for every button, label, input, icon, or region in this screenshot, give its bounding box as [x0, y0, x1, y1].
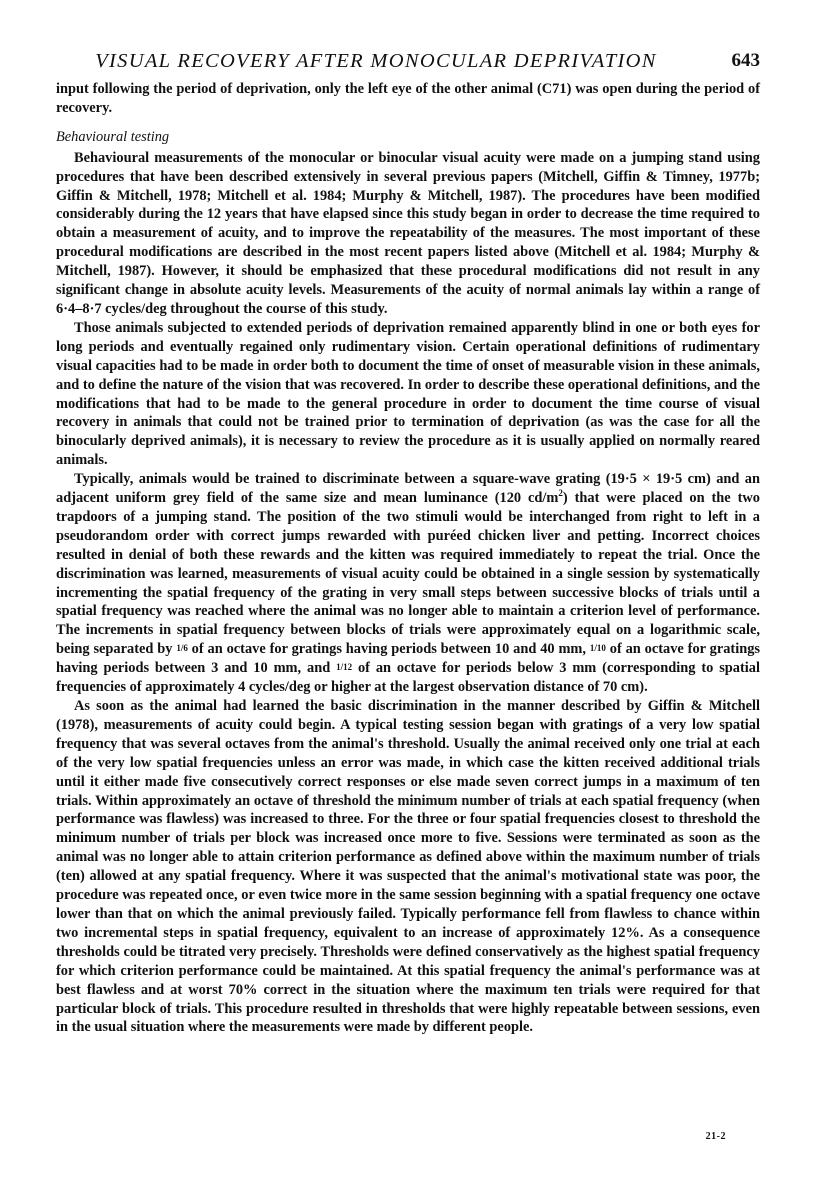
- fraction-one-twelfth: 1/12: [336, 662, 353, 673]
- journal-page: [56, 44, 760, 1037]
- fraction-one-sixth: 1/6: [176, 643, 188, 654]
- fraction-one-tenth: 1/10: [589, 643, 606, 654]
- paragraph-text-segment: Typically, animals would be trained to discriminate between a square-wave grating (19·5 × 19·5 cm) and an adjacent uniform grey field of the same size and mean luminance (120 cd/m: [56, 471, 760, 507]
- page-number: 643: [731, 50, 760, 71]
- paragraph-testing-session: As soon as the animal had learned the basic discrimination in the manner described by Giffin & Mitchell (1978), measurements of acuity could begin. A typical testing session began with gratings of a very low spatial frequency that was several octaves from the animal's threshold. Usually the animal received only one trial at each of the very low spatial frequencies unless an error was made, in which case the kitten received additional trials until it either made five consecutively correct responses or else made seven correct jumps in a maximum of ten trials. Within approximately an octave of threshold the minimum number of trials at each spatial frequency (when performance was flawless) was increased to three. For the three or four spatial frequencies closest to threshold the minimum number of trials per block was increased once more to five. Sessions were terminated as soon as the animal was no longer able to attain criterion performance as defined above within the maximum number of trials (ten) allowed at any spatial frequency. Where it was suspected that the animal's motivational state was poor, the procedure was repeated once, or even twice more in the same session beginning with a spatial frequency one octave lower than that on which the animal previously failed. Typically performance fell from flawless to chance within two incremental steps in spatial frequency, equivalent to an increase of approximately 12%. As a consequence thresholds could be titrated very precisely. Thresholds were defined conservatively as the highest spatial frequency for which criterion performance could be maintained. At this spatial frequency the animal's performance was at best flawless and at worst 70% correct in the situation where the maximum ten trials were required for that particular block of trials. This procedure resulted in thresholds that were highly repeatable between sessions, even in the usual situation where the measurements were made by different people.: [56, 698, 760, 1036]
- paragraph-text-segment: of an octave for gratings having periods between 3 and 10 mm, and: [56, 641, 760, 677]
- article-body: [56, 80, 760, 1037]
- running-head: VISUAL RECOVERY AFTER MONOCULAR DEPRIVATION: [95, 50, 657, 72]
- section-heading: Behavioural testing: [56, 128, 170, 145]
- signature-mark: 21-2: [705, 1131, 726, 1142]
- paragraph-deprivation: Those animals subjected to extended periods of deprivation remained apparently blind in one or both eyes for long periods and eventually regained only rudimentary vision. Certain operational definitions of rudimentary visual capacities had to be made in order both to document the time of onset of measurable vision in these animals, and to define the nature of the vision that was recovered. In order to describe these operational definitions, and the modifications that had to be made to the general procedure in order to document the time course of visual recovery in animals that could not be trained prior to termination of deprivation (as was the case for all the binocularly deprived animals), it is necessary to review the procedure as it is usually applied on normally reared animals.: [56, 319, 760, 469]
- paragraph-text-segment: ) that were placed on the two trapdoors of a jumping stand. The position of the two stimuli would be interchanged from right to left in a pseudorandom order with correct jumps rewarded with puréed chicken liver and petting. Incorrect choices resulted in denial of both these rewards and the kitten was required immediately to repeat the trial. Once the discrimination was learned, measurements of visual acuity could be obtained in a single session by systematically incrementing the spatial frequency of the grating in very small steps between successive blocks of trials until a spatial frequency was reached where the animal was no longer able to maintain a criterion level of performance. The increments in spatial frequency between blocks of trials were approximately equal on a logarithmic scale, being separated by: [56, 490, 760, 658]
- page-header: [56, 44, 760, 80]
- paragraph-text-segment: of an octave for periods below 3 mm (corresponding to spatial frequencies of approximately 4 cycles/deg or higher at the largest observation distance of 70 cm).: [56, 660, 760, 696]
- paragraph-continuation: input following the period of deprivation, only the left eye of the other animal (C71) was open during the period of recovery.: [56, 81, 760, 116]
- superscript-exponent: 2: [558, 488, 563, 499]
- paragraph-training-procedure: [56, 470, 760, 697]
- paragraph-text-segment: of an octave for gratings having periods between 10 and 40 mm,: [187, 641, 590, 658]
- paragraph-methods-intro: Behavioural measurements of the monocular or binocular visual acuity were made on a jumping stand using procedures that have been described extensively in several previous papers (Mitchell, Giffin & Timney, 1977b; Giffin & Mitchell, 1978; Mitchell et al. 1984; Murphy & Mitchell, 1987). The procedures have been modified considerably during the 12 years that have elapsed since this study began in order to decrease the time required to obtain a measurement of acuity, and to improve the repeatability of the measures. The most important of these procedural modifications are described in the most recent papers listed above (Mitchell et al. 1984; Murphy & Mitchell, 1987). However, it should be emphasized that these procedural modifications did not result in any significant change in absolute acuity levels. Measurements of the acuity of normal animals lay within a range of 6·4–8·7 cycles/deg throughout the course of this study.: [56, 149, 760, 317]
